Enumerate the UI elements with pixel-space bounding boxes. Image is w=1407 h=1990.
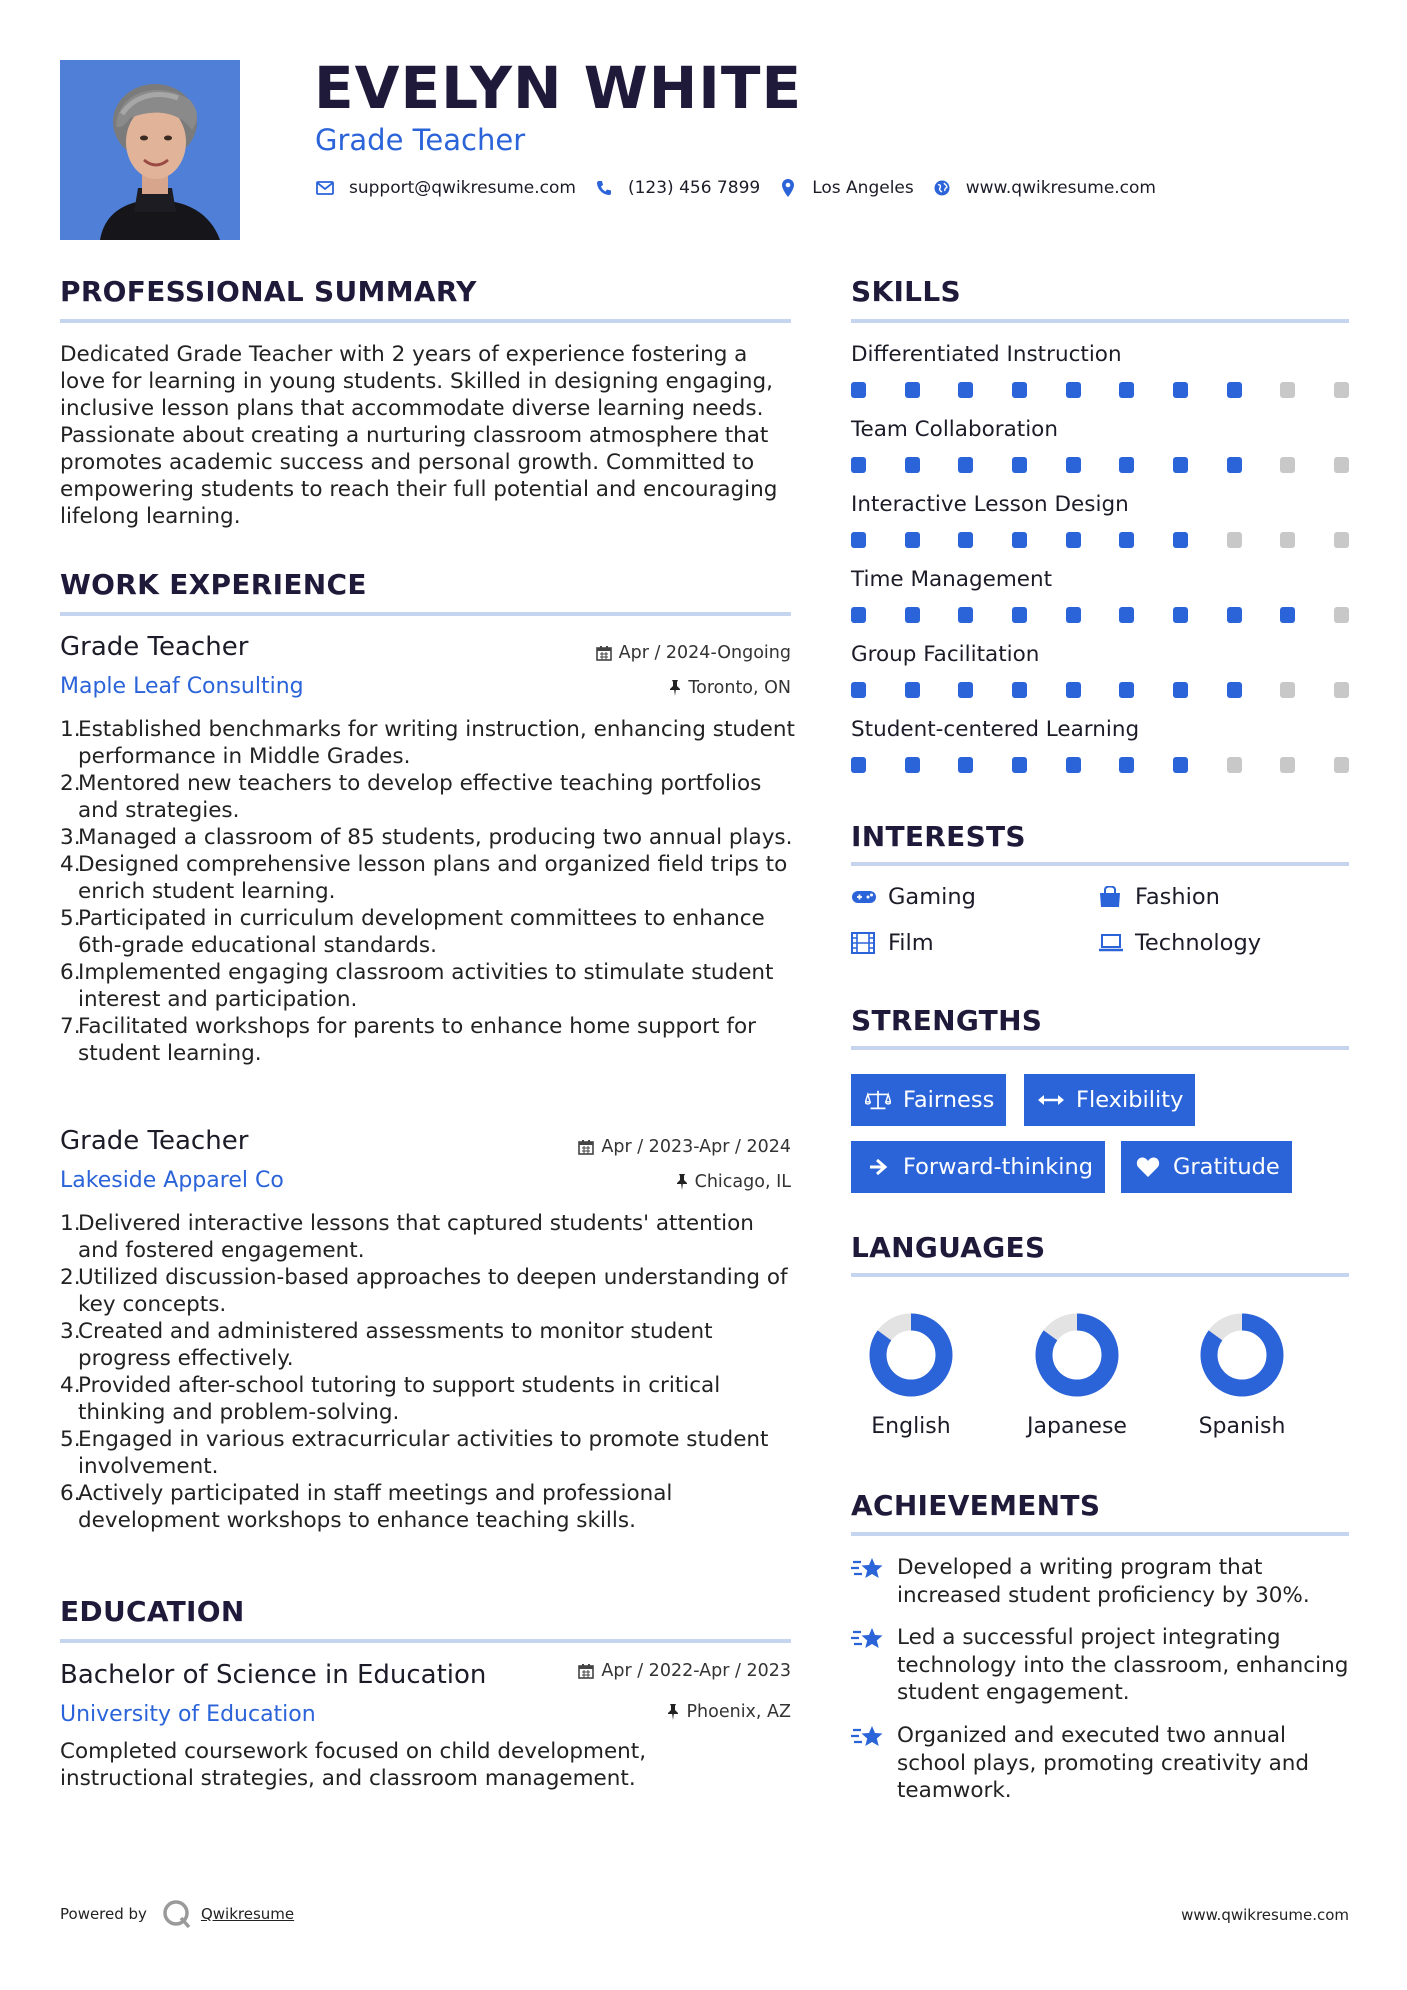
profile-photo (60, 60, 240, 240)
strength-tag (1121, 1141, 1292, 1193)
section-title-skills: SKILLS (851, 275, 961, 308)
language-item (1017, 1310, 1137, 1439)
job-title: Grade Teacher (60, 632, 249, 662)
skill-name: Time Management (851, 567, 1053, 592)
section-title-strengths: STRENGTHS (851, 1004, 1043, 1037)
skill-dot (1066, 757, 1081, 773)
pushpin-icon (669, 680, 681, 696)
skill-dot (1334, 457, 1349, 473)
skill-name: Differentiated Instruction (851, 342, 1122, 367)
skill-dot (1066, 532, 1081, 548)
skill-dot (958, 532, 973, 548)
language-name: Japanese (1027, 1414, 1127, 1439)
job-location (669, 678, 791, 698)
skill-dot (1066, 607, 1081, 623)
skill-dot (1012, 382, 1027, 398)
skill-dot (1173, 682, 1188, 698)
strength-tag (1024, 1074, 1195, 1126)
skill-name: Interactive Lesson Design (851, 492, 1129, 517)
calendar-icon (596, 645, 612, 661)
skill-dot (1066, 682, 1081, 698)
strength-label: Gratitude (1173, 1154, 1280, 1180)
skill-dot (1227, 382, 1242, 398)
arrows-horizontal-icon (1038, 1089, 1064, 1111)
job-dates (596, 643, 791, 663)
skill-dot (1227, 457, 1242, 473)
section-title-education: EDUCATION (60, 1595, 245, 1628)
achievement-text: Led a successful project integrating technology into the classroom, enhancing student engagement. (897, 1625, 1349, 1705)
section-title-languages: LANGUAGES (851, 1231, 1046, 1264)
skill-dot (1334, 757, 1349, 773)
interest-item (851, 884, 976, 910)
skill-dot (851, 682, 866, 698)
balance-scale-icon (865, 1089, 891, 1111)
skill-rating (851, 382, 1349, 398)
qwikresume-logo-icon (161, 1898, 193, 1930)
skill-name: Group Facilitation (851, 642, 1040, 667)
education-location (667, 1702, 791, 1722)
skill-dot (958, 607, 973, 623)
skill-dot (1334, 532, 1349, 548)
language-name: Spanish (1198, 1414, 1286, 1439)
achievement-text: Developed a writing program that increased student proficiency by 30%. (897, 1555, 1310, 1608)
section-title-experience: WORK EXPERIENCE (60, 568, 367, 601)
job-location-text: Chicago, IL (694, 1172, 791, 1192)
interest-label: Fashion (1135, 884, 1220, 910)
job-title: Grade Teacher (60, 1126, 249, 1156)
interest-item (1098, 884, 1220, 910)
skill-dot (1334, 382, 1349, 398)
skill-dot (1227, 607, 1242, 623)
skill-dot (1334, 682, 1349, 698)
list-item: Facilitated workshops for parents to enhance home support for student learning. (78, 1014, 756, 1066)
shooting-star-icon (851, 1554, 885, 1584)
job-location-text: Toronto, ON (688, 678, 791, 698)
skill-dot (1227, 532, 1242, 548)
skill-dot (1012, 532, 1027, 548)
list-item: Mentored new teachers to develop effective teaching portfolios and strategies. (78, 771, 762, 823)
skill-dot (1227, 757, 1242, 773)
list-item: Implemented engaging classroom activities to stimulate student interest and participation. (78, 960, 774, 1012)
school-name[interactable]: University of Education (60, 1702, 316, 1727)
laptop-icon (1098, 932, 1124, 954)
interest-label: Gaming (888, 884, 976, 910)
section-divider (60, 612, 791, 616)
skill-dot (1119, 682, 1134, 698)
skill-dot (1173, 532, 1188, 548)
skill-dot (851, 607, 866, 623)
achievement-text: Organized and executed two annual school plays, promoting creativity and teamwork. (897, 1723, 1310, 1803)
job-company[interactable]: Lakeside Apparel Co (60, 1168, 284, 1193)
skill-rating (851, 682, 1349, 698)
strength-tag (851, 1141, 1105, 1193)
skill-dot (1173, 457, 1188, 473)
list-item: Engaged in various extracurricular activities to promote student involvement. (78, 1427, 769, 1479)
skill-dot (851, 757, 866, 773)
footer-website[interactable]: www.qwikresume.com (1181, 1906, 1349, 1924)
language-item (851, 1310, 971, 1439)
skill-dot (958, 382, 973, 398)
website-text: www.qwikresume.com (965, 178, 1156, 198)
skill-dot (1173, 382, 1188, 398)
skill-rating (851, 457, 1349, 473)
section-title-summary: PROFESSIONAL SUMMARY (60, 275, 477, 308)
job-dates-text: Apr / 2023-Apr / 2024 (601, 1137, 791, 1157)
summary-text: Dedicated Grade Teacher with 2 years of experience fostering a love for learning in young students. Skilled in designing engaging, inclusive lesson plans that accommodate diverse learning needs. Passionate about creating a nurturing classroom atmosphere that promotes academic success and personal growth. Committed to empowering students to reach their full potential and encouraging lifelong learning. (60, 342, 778, 529)
skill-rating (851, 532, 1349, 548)
skill-dot (1066, 457, 1081, 473)
calendar-icon (578, 1663, 594, 1679)
pushpin-icon (667, 1704, 679, 1720)
arrow-right-icon (865, 1156, 891, 1178)
powered-by-label: Powered by (60, 1905, 147, 1923)
section-divider (851, 1532, 1349, 1536)
skill-dot (905, 382, 920, 398)
contact-website[interactable] (932, 178, 1156, 198)
portrait-image (60, 60, 240, 240)
achievement-item (851, 1624, 1351, 1707)
language-item (1182, 1310, 1302, 1439)
list-item: Managed a classroom of 85 students, producing two annual plays. (78, 825, 793, 850)
skill-dot (1280, 607, 1295, 623)
location-text: Los Angeles (812, 178, 914, 198)
contact-email[interactable] (315, 178, 576, 198)
skill-dot (1012, 682, 1027, 698)
skill-dot (1227, 682, 1242, 698)
shooting-star-icon (851, 1722, 885, 1752)
strength-label: Forward-thinking (903, 1154, 1094, 1180)
skill-dot (851, 532, 866, 548)
film-icon (851, 932, 877, 954)
gamepad-icon (851, 886, 877, 908)
skill-rating (851, 757, 1349, 773)
section-divider (851, 1046, 1349, 1050)
strength-label: Flexibility (1076, 1087, 1184, 1113)
skill-dot (1066, 382, 1081, 398)
interest-label: Technology (1135, 930, 1262, 956)
candidate-role: Grade Teacher (315, 123, 526, 157)
skill-dot (1012, 607, 1027, 623)
section-divider (851, 862, 1349, 866)
skill-dot (905, 607, 920, 623)
job-location (676, 1172, 791, 1192)
section-divider (851, 1273, 1349, 1277)
list-item: Designed comprehensive lesson plans and organized field trips to enrich student learning. (78, 852, 788, 904)
email-text: support@qwikresume.com (349, 178, 576, 198)
skill-dot (1012, 457, 1027, 473)
list-item: Created and administered assessments to monitor student progress effectively. (78, 1319, 713, 1371)
language-name: English (871, 1414, 951, 1439)
skill-dot (851, 457, 866, 473)
skill-dot (1119, 607, 1134, 623)
skill-dot (1173, 757, 1188, 773)
skill-dot (1280, 457, 1295, 473)
globe-icon (932, 178, 952, 198)
list-item: Utilized discussion-based approaches to deepen understanding of key concepts. (78, 1265, 788, 1317)
skill-dot (1119, 532, 1134, 548)
skill-dot (958, 757, 973, 773)
map-marker-icon (778, 178, 798, 198)
skill-name: Team Collaboration (851, 417, 1058, 442)
skill-name: Student-centered Learning (851, 717, 1140, 742)
section-divider (851, 319, 1349, 323)
phone-icon (594, 178, 614, 198)
strength-tag (851, 1074, 1006, 1126)
skill-dot (1119, 382, 1134, 398)
job-dates-text: Apr / 2024-Ongoing (618, 643, 791, 663)
skill-dot (1012, 757, 1027, 773)
skill-rating (851, 607, 1349, 623)
language-donut (866, 1310, 956, 1400)
phone-text: (123) 456 7899 (627, 178, 761, 198)
section-title-interests: INTERESTS (851, 820, 1026, 853)
list-item: Established benchmarks for writing instruction, enhancing student performance in Middle Grades. (78, 717, 795, 769)
job-company[interactable]: Maple Leaf Consulting (60, 674, 304, 699)
list-item: Delivered interactive lessons that captured students' attention and fostered engagement. (78, 1211, 754, 1263)
job-dates (578, 1137, 791, 1157)
skill-dot (1334, 607, 1349, 623)
shopping-bag-icon (1098, 886, 1124, 908)
skill-dot (1280, 757, 1295, 773)
job-bullets (60, 1210, 795, 1534)
powered-by (60, 1898, 294, 1930)
contact-location (778, 178, 914, 198)
skill-dot (905, 757, 920, 773)
skill-dot (958, 682, 973, 698)
skill-dot (1119, 457, 1134, 473)
heart-icon (1135, 1156, 1161, 1178)
skill-dot (905, 457, 920, 473)
job-bullets (60, 716, 795, 1067)
language-donut (1032, 1310, 1122, 1400)
language-donut (1197, 1310, 1287, 1400)
skill-dot (1280, 682, 1295, 698)
section-divider (60, 1639, 791, 1643)
envelope-icon (315, 178, 335, 198)
achievement-item (851, 1554, 1351, 1609)
interest-item (1098, 930, 1261, 956)
section-divider (60, 319, 791, 323)
strength-label: Fairness (903, 1087, 995, 1113)
education-dates-text: Apr / 2022-Apr / 2023 (601, 1661, 791, 1681)
skill-dot (851, 382, 866, 398)
section-title-achievements: ACHIEVEMENTS (851, 1489, 1101, 1522)
degree-title: Bachelor of Science in Education (60, 1660, 487, 1690)
contact-phone[interactable] (594, 178, 760, 198)
skill-dot (1173, 607, 1188, 623)
calendar-icon (578, 1139, 594, 1155)
education-description: Completed coursework focused on child development, instructional strategies, and classroom management. (60, 1739, 647, 1791)
skill-dot (1119, 757, 1134, 773)
interest-label: Film (888, 930, 934, 956)
shooting-star-icon (851, 1624, 885, 1654)
skill-dot (905, 682, 920, 698)
education-location-text: Phoenix, AZ (686, 1702, 791, 1722)
achievement-item (851, 1722, 1351, 1805)
education-dates (578, 1661, 791, 1681)
contact-bar (315, 178, 1174, 198)
list-item: Actively participated in staff meetings and professional development workshops to enhance teaching skills. (78, 1481, 673, 1533)
skill-dot (1280, 532, 1295, 548)
skill-dot (905, 532, 920, 548)
qwikresume-link[interactable]: Qwikresume (200, 1905, 295, 1923)
interest-item (851, 930, 934, 956)
skill-dot (1280, 382, 1295, 398)
list-item: Participated in curriculum development committees to enhance 6th-grade educational standards. (78, 906, 765, 958)
skill-dot (958, 457, 973, 473)
list-item: Provided after-school tutoring to support students in critical thinking and problem-solving. (78, 1373, 721, 1425)
pushpin-icon (676, 1174, 688, 1190)
candidate-name: EVELYN WHITE (314, 54, 803, 122)
